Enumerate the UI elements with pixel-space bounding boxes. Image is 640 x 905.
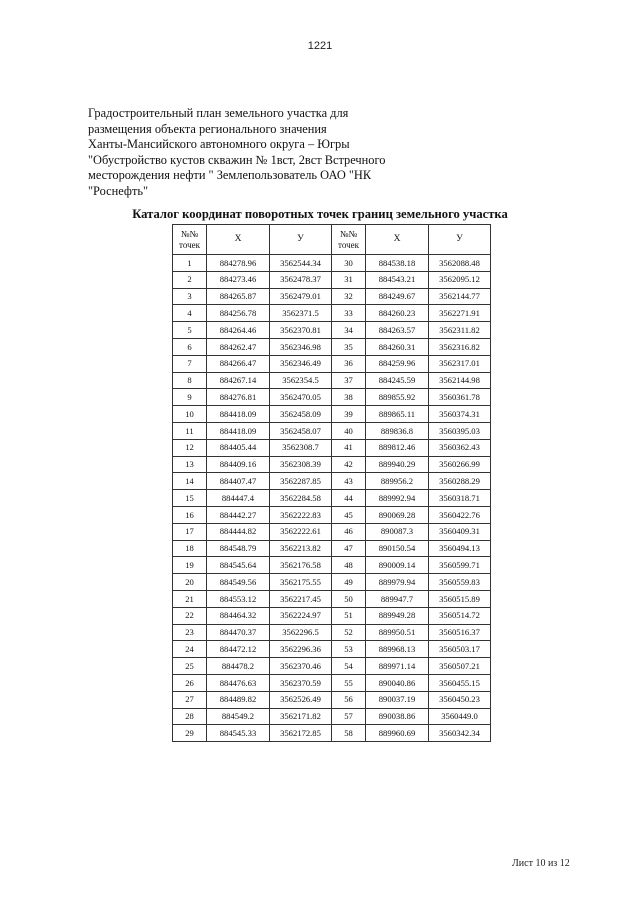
header-line: размещения объекта регионального значения (88, 121, 327, 136)
x-coordinate-cell: 889971.14 (366, 658, 429, 675)
y-coordinate-cell: 3560318.71 (429, 490, 491, 507)
point-number-cell: 39 (332, 406, 366, 423)
x-coordinate-cell: 889947.7 (366, 590, 429, 607)
point-number-cell: 10 (173, 406, 207, 423)
y-coordinate-cell: 3562217.45 (270, 590, 332, 607)
x-coordinate-cell: 890069.28 (366, 506, 429, 523)
y-coordinate-cell: 3562346.98 (270, 338, 332, 355)
point-number-cell: 8 (173, 372, 207, 389)
x-coordinate-cell: 889960.69 (366, 725, 429, 742)
x-coordinate-cell: 884278.96 (207, 255, 270, 272)
table-row (173, 708, 491, 725)
y-coordinate-cell: 3560559.83 (429, 574, 491, 591)
y-coordinate-cell: 3560494.13 (429, 540, 491, 557)
point-number-cell: 57 (332, 708, 366, 725)
y-coordinate-cell: 3560449.0 (429, 708, 491, 725)
point-number-cell: 6 (173, 338, 207, 355)
y-coordinate-cell: 3560342.34 (429, 725, 491, 742)
y-coordinate-cell: 3560515.89 (429, 590, 491, 607)
header-point-number: №№ точек (332, 225, 366, 255)
table-row (173, 422, 491, 439)
y-coordinate-cell: 3560507.21 (429, 658, 491, 675)
x-coordinate-cell: 884553.12 (207, 590, 270, 607)
y-coordinate-cell: 3560516.37 (429, 624, 491, 641)
x-coordinate-cell: 890038.86 (366, 708, 429, 725)
header-y: У (270, 225, 332, 255)
x-coordinate-cell: 884266.47 (207, 355, 270, 372)
point-number-cell: 33 (332, 305, 366, 322)
point-number-cell: 45 (332, 506, 366, 523)
y-coordinate-cell: 3562296.5 (270, 624, 332, 641)
point-number-cell: 43 (332, 473, 366, 490)
point-number-cell: 1 (173, 255, 207, 272)
page-number: 1221 (307, 40, 333, 52)
x-coordinate-cell: 889956.2 (366, 473, 429, 490)
x-coordinate-cell: 884545.64 (207, 557, 270, 574)
y-coordinate-cell: 3562171.82 (270, 708, 332, 725)
x-coordinate-cell: 884267.14 (207, 372, 270, 389)
table-row (173, 590, 491, 607)
x-coordinate-cell: 884545.33 (207, 725, 270, 742)
x-coordinate-cell: 884405.44 (207, 439, 270, 456)
header-point-number: №№ точек (173, 225, 207, 255)
x-coordinate-cell: 884464.32 (207, 607, 270, 624)
table-row (173, 557, 491, 574)
x-coordinate-cell: 889968.13 (366, 641, 429, 658)
y-coordinate-cell: 3562308.39 (270, 456, 332, 473)
point-number-cell: 55 (332, 674, 366, 691)
x-coordinate-cell: 884263.57 (366, 322, 429, 339)
point-number-cell: 22 (173, 607, 207, 624)
point-number-cell: 50 (332, 590, 366, 607)
x-coordinate-cell: 884259.96 (366, 355, 429, 372)
header-x: Х (366, 225, 429, 255)
x-coordinate-cell: 884418.09 (207, 406, 270, 423)
table-row (173, 658, 491, 675)
x-coordinate-cell: 884409.16 (207, 456, 270, 473)
y-coordinate-cell: 3562458.09 (270, 406, 332, 423)
point-number-cell: 35 (332, 338, 366, 355)
table-row (173, 574, 491, 591)
point-number-cell: 25 (173, 658, 207, 675)
point-number-cell: 40 (332, 422, 366, 439)
table-row (173, 406, 491, 423)
document-header (88, 106, 408, 200)
table-row (173, 255, 491, 272)
table-row (173, 624, 491, 641)
y-coordinate-cell: 3562284.58 (270, 490, 332, 507)
x-coordinate-cell: 884538.18 (366, 255, 429, 272)
table-row (173, 322, 491, 339)
y-coordinate-cell: 3562296.36 (270, 641, 332, 658)
point-number-cell: 51 (332, 607, 366, 624)
point-number-cell: 21 (173, 590, 207, 607)
point-number-cell: 12 (173, 439, 207, 456)
table-row (173, 607, 491, 624)
y-coordinate-cell: 3562175.55 (270, 574, 332, 591)
x-coordinate-cell: 889949.28 (366, 607, 429, 624)
x-coordinate-cell: 884264.46 (207, 322, 270, 339)
x-coordinate-cell: 884478.2 (207, 658, 270, 675)
y-coordinate-cell: 3562370.81 (270, 322, 332, 339)
point-number-cell: 56 (332, 691, 366, 708)
y-coordinate-cell: 3562144.77 (429, 288, 491, 305)
point-number-cell: 19 (173, 557, 207, 574)
point-number-cell: 18 (173, 540, 207, 557)
x-coordinate-cell: 890040.86 (366, 674, 429, 691)
x-coordinate-cell: 889950.51 (366, 624, 429, 641)
y-coordinate-cell: 3562176.58 (270, 557, 332, 574)
y-coordinate-cell: 3562095.12 (429, 271, 491, 288)
y-coordinate-cell: 3562222.83 (270, 506, 332, 523)
table-header-row (173, 225, 491, 255)
table-row (173, 490, 491, 507)
x-coordinate-cell: 889992.94 (366, 490, 429, 507)
y-coordinate-cell: 3562308.7 (270, 439, 332, 456)
y-coordinate-cell: 3560374.31 (429, 406, 491, 423)
y-coordinate-cell: 3562370.46 (270, 658, 332, 675)
x-coordinate-cell: 884245.59 (366, 372, 429, 389)
y-coordinate-cell: 3562470.05 (270, 389, 332, 406)
y-coordinate-cell: 3562346.49 (270, 355, 332, 372)
y-coordinate-cell: 3560362.43 (429, 439, 491, 456)
point-number-cell: 29 (173, 725, 207, 742)
point-number-cell: 54 (332, 658, 366, 675)
point-number-cell: 26 (173, 674, 207, 691)
x-coordinate-cell: 890087.3 (366, 523, 429, 540)
table-row (173, 372, 491, 389)
point-number-cell: 42 (332, 456, 366, 473)
point-number-cell: 37 (332, 372, 366, 389)
point-number-cell: 48 (332, 557, 366, 574)
header-x: Х (207, 225, 270, 255)
y-coordinate-cell: 3562370.59 (270, 674, 332, 691)
x-coordinate-cell: 884276.81 (207, 389, 270, 406)
y-coordinate-cell: 3562088.48 (429, 255, 491, 272)
point-number-cell: 44 (332, 490, 366, 507)
y-coordinate-cell: 3562478.37 (270, 271, 332, 288)
y-coordinate-cell: 3562172.85 (270, 725, 332, 742)
y-coordinate-cell: 3562271.91 (429, 305, 491, 322)
x-coordinate-cell: 884549.56 (207, 574, 270, 591)
point-number-cell: 27 (173, 691, 207, 708)
x-coordinate-cell: 884260.31 (366, 338, 429, 355)
point-number-cell: 11 (173, 422, 207, 439)
x-coordinate-cell: 884256.78 (207, 305, 270, 322)
x-coordinate-cell: 884447.4 (207, 490, 270, 507)
x-coordinate-cell: 884470.37 (207, 624, 270, 641)
table-row (173, 389, 491, 406)
table-row (173, 641, 491, 658)
point-number-cell: 7 (173, 355, 207, 372)
table-row (173, 271, 491, 288)
x-coordinate-cell: 890009.14 (366, 557, 429, 574)
x-coordinate-cell: 889855.92 (366, 389, 429, 406)
y-coordinate-cell: 3560395.03 (429, 422, 491, 439)
point-number-cell: 9 (173, 389, 207, 406)
table-row (173, 355, 491, 372)
point-number-cell: 31 (332, 271, 366, 288)
point-number-cell: 30 (332, 255, 366, 272)
x-coordinate-cell: 890037.19 (366, 691, 429, 708)
x-coordinate-cell: 884260.23 (366, 305, 429, 322)
point-number-cell: 36 (332, 355, 366, 372)
table-row (173, 338, 491, 355)
point-number-cell: 23 (173, 624, 207, 641)
point-number-cell: 58 (332, 725, 366, 742)
point-number-cell: 4 (173, 305, 207, 322)
point-number-cell: 13 (173, 456, 207, 473)
x-coordinate-cell: 884489.82 (207, 691, 270, 708)
point-number-cell: 32 (332, 288, 366, 305)
point-number-cell: 2 (173, 271, 207, 288)
point-number-cell: 3 (173, 288, 207, 305)
point-number-cell: 5 (173, 322, 207, 339)
y-coordinate-cell: 3562544.34 (270, 255, 332, 272)
x-coordinate-cell: 889812.46 (366, 439, 429, 456)
sheet-footer: Лист 10 из 12 (512, 858, 570, 869)
x-coordinate-cell: 884476.63 (207, 674, 270, 691)
point-number-cell: 16 (173, 506, 207, 523)
x-coordinate-cell: 884549.2 (207, 708, 270, 725)
point-number-cell: 46 (332, 523, 366, 540)
y-coordinate-cell: 3562222.61 (270, 523, 332, 540)
y-coordinate-cell: 3562224.97 (270, 607, 332, 624)
coordinates-table (172, 224, 491, 742)
table-row (173, 674, 491, 691)
y-coordinate-cell: 3560409.31 (429, 523, 491, 540)
table-row (173, 725, 491, 742)
header-line: Ханты-Мансийского автономного округа – Югры (88, 137, 350, 152)
y-coordinate-cell: 3562354.5 (270, 372, 332, 389)
x-coordinate-cell: 890150.54 (366, 540, 429, 557)
point-number-cell: 24 (173, 641, 207, 658)
y-coordinate-cell: 3560266.99 (429, 456, 491, 473)
x-coordinate-cell: 884418.09 (207, 422, 270, 439)
point-number-cell: 41 (332, 439, 366, 456)
y-coordinate-cell: 3562213.82 (270, 540, 332, 557)
point-number-cell: 20 (173, 574, 207, 591)
y-coordinate-cell: 3560503.17 (429, 641, 491, 658)
point-number-cell: 49 (332, 574, 366, 591)
header-line: месторождения нефти " Землепользователь ОАО "НК (88, 168, 372, 183)
point-number-cell: 14 (173, 473, 207, 490)
x-coordinate-cell: 884407.47 (207, 473, 270, 490)
header-line: "Роснефть" (88, 183, 149, 198)
table-row (173, 288, 491, 305)
point-number-cell: 17 (173, 523, 207, 540)
x-coordinate-cell: 884442.27 (207, 506, 270, 523)
table-row (173, 691, 491, 708)
header-y: У (429, 225, 491, 255)
table-row (173, 439, 491, 456)
point-number-cell: 38 (332, 389, 366, 406)
point-number-cell: 28 (173, 708, 207, 725)
table-row (173, 473, 491, 490)
y-coordinate-cell: 3560455.15 (429, 674, 491, 691)
x-coordinate-cell: 889979.94 (366, 574, 429, 591)
y-coordinate-cell: 3562316.82 (429, 338, 491, 355)
table-row (173, 456, 491, 473)
x-coordinate-cell: 889940.29 (366, 456, 429, 473)
x-coordinate-cell: 884543.21 (366, 271, 429, 288)
table-row (173, 506, 491, 523)
point-number-cell: 34 (332, 322, 366, 339)
y-coordinate-cell: 3562526.49 (270, 691, 332, 708)
x-coordinate-cell: 884548.79 (207, 540, 270, 557)
table-row (173, 523, 491, 540)
catalog-title: Каталог координат поворотных точек границ земельного участка (132, 207, 508, 221)
y-coordinate-cell: 3560450.23 (429, 691, 491, 708)
y-coordinate-cell: 3562144.98 (429, 372, 491, 389)
header-line: Градостроительный план земельного участка для (88, 106, 349, 120)
coordinates-table-body (173, 255, 491, 742)
y-coordinate-cell: 3560599.71 (429, 557, 491, 574)
x-coordinate-cell: 884262.47 (207, 338, 270, 355)
y-coordinate-cell: 3560422.76 (429, 506, 491, 523)
x-coordinate-cell: 884472.12 (207, 641, 270, 658)
point-number-cell: 15 (173, 490, 207, 507)
y-coordinate-cell: 3560361.78 (429, 389, 491, 406)
x-coordinate-cell: 889836.8 (366, 422, 429, 439)
y-coordinate-cell: 3562287.85 (270, 473, 332, 490)
y-coordinate-cell: 3562311.82 (429, 322, 491, 339)
y-coordinate-cell: 3560288.29 (429, 473, 491, 490)
table-row (173, 305, 491, 322)
table-row (173, 540, 491, 557)
y-coordinate-cell: 3562371.5 (270, 305, 332, 322)
point-number-cell: 52 (332, 624, 366, 641)
x-coordinate-cell: 884444.82 (207, 523, 270, 540)
point-number-cell: 47 (332, 540, 366, 557)
y-coordinate-cell: 3562458.07 (270, 422, 332, 439)
x-coordinate-cell: 884273.46 (207, 271, 270, 288)
y-coordinate-cell: 3562479.01 (270, 288, 332, 305)
x-coordinate-cell: 884249.67 (366, 288, 429, 305)
point-number-cell: 53 (332, 641, 366, 658)
x-coordinate-cell: 884265.87 (207, 288, 270, 305)
header-line: "Обустройство кустов скважин № 1вст, 2вст Встречного (88, 152, 386, 167)
y-coordinate-cell: 3562317.01 (429, 355, 491, 372)
x-coordinate-cell: 889865.11 (366, 406, 429, 423)
y-coordinate-cell: 3560514.72 (429, 607, 491, 624)
